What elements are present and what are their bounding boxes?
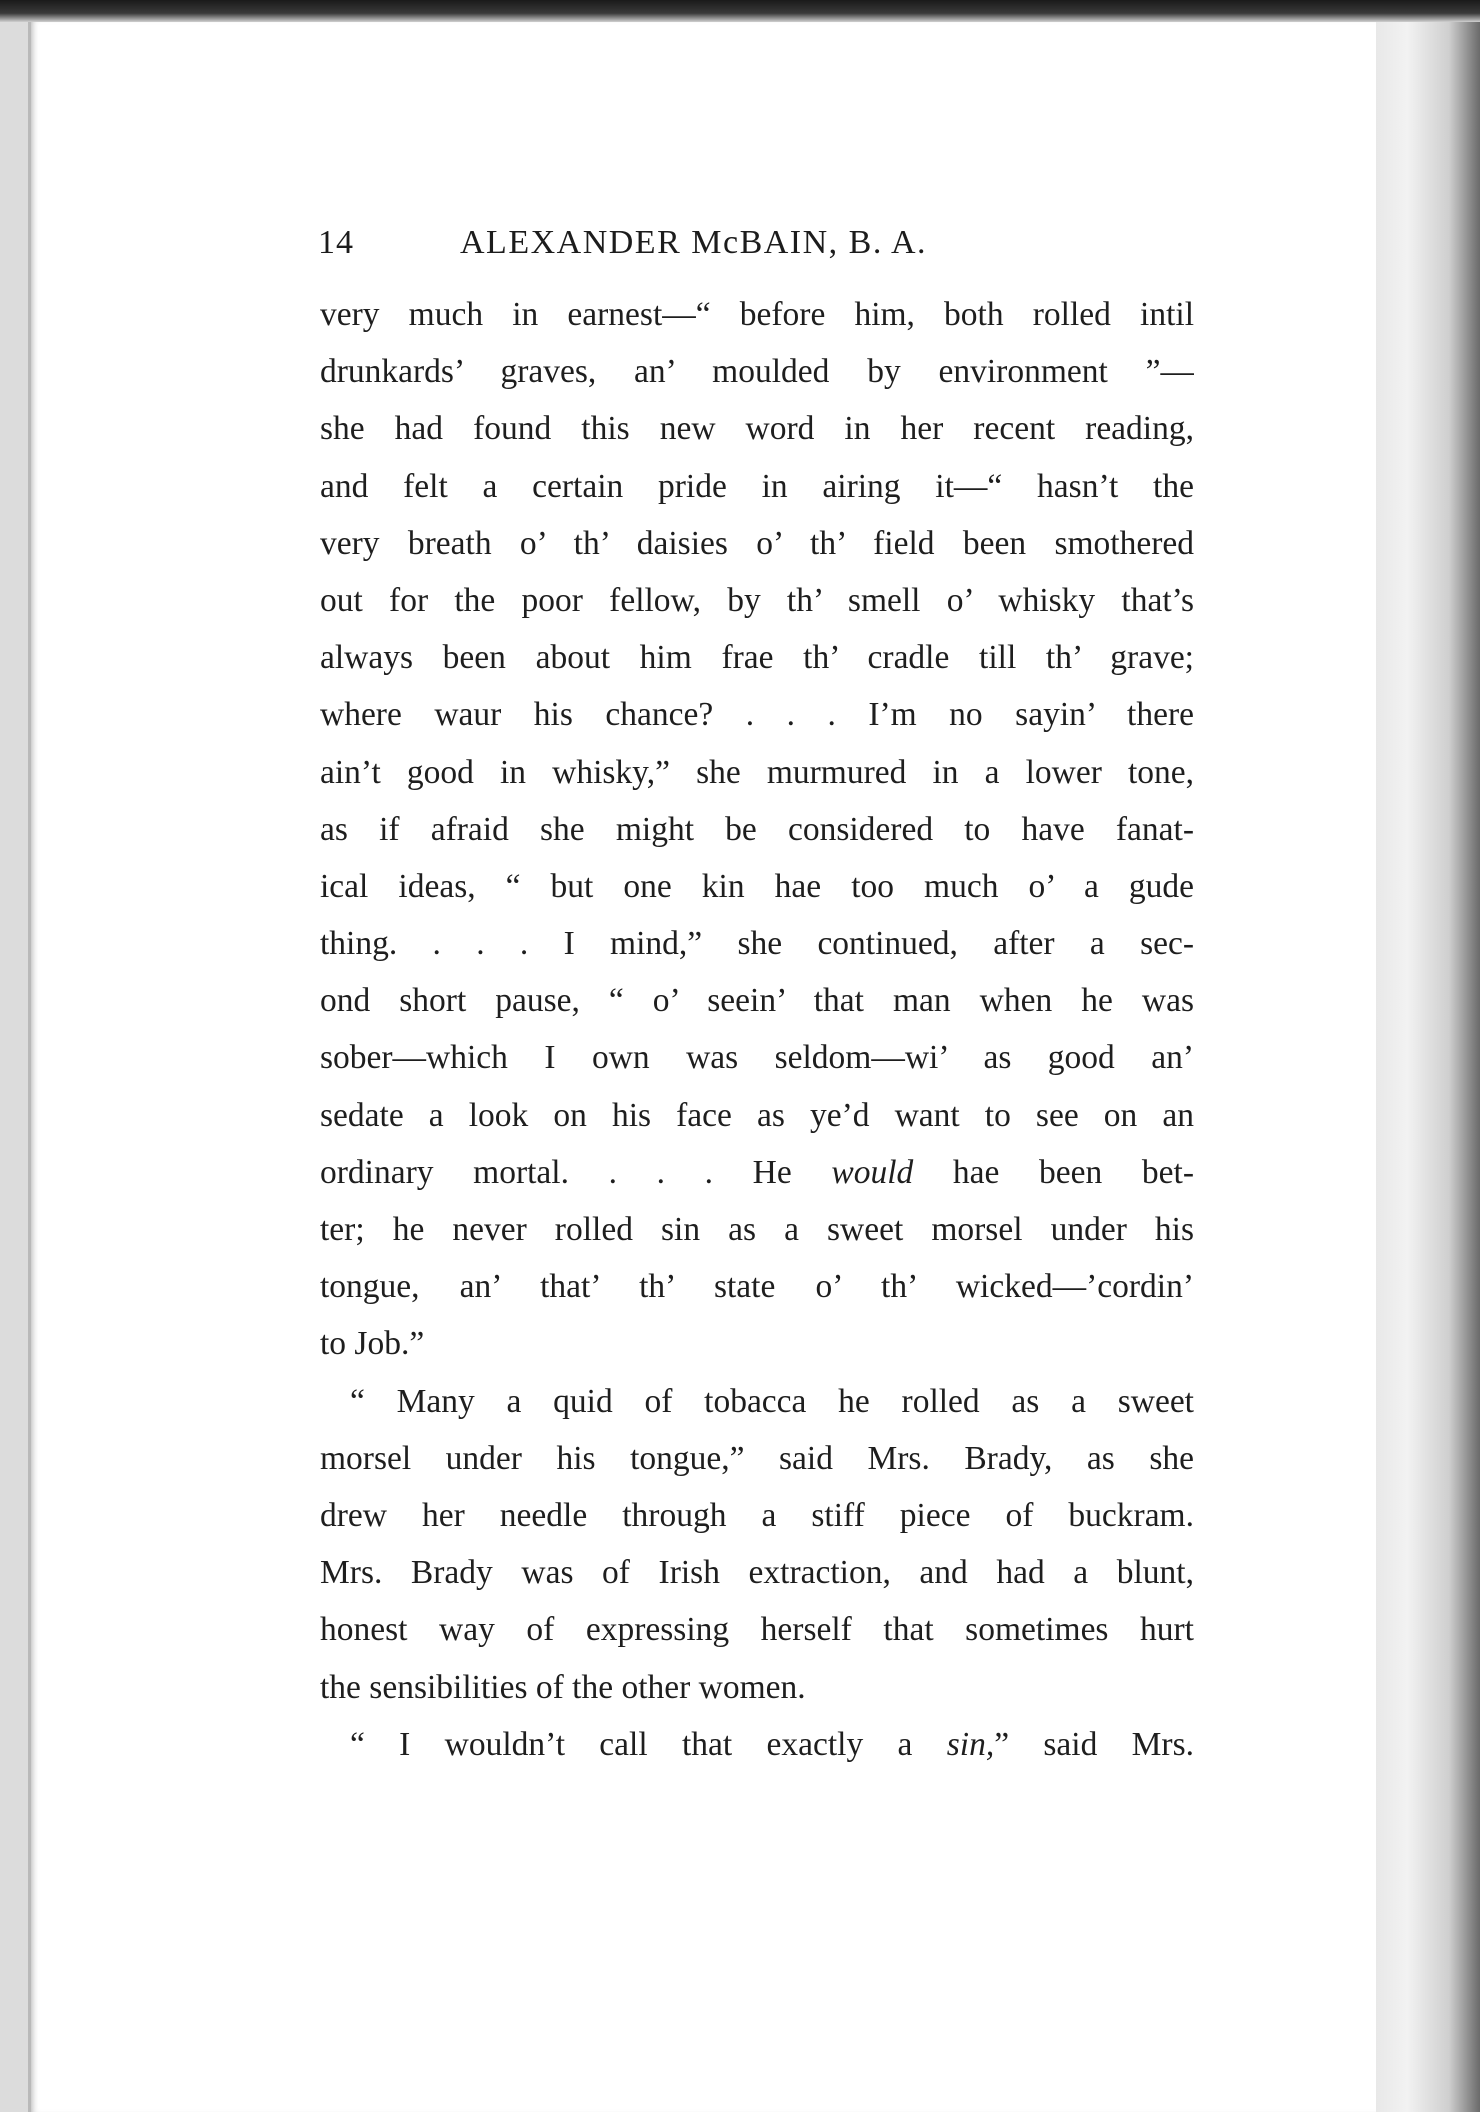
text-line: as if afraid she might be considered to have fanat- (320, 810, 1194, 848)
text-line: morsel under his tongue,” said Mrs. Brady, as she (320, 1439, 1194, 1477)
text-line: drunkards’ graves, an’ moulded by environment ”— (320, 353, 1194, 391)
text-line: where waur his chance? . . . I’m no sayin’ there (320, 696, 1194, 734)
text-line: ical ideas, “ but one kin hae too much o’ a gude (320, 867, 1194, 905)
page-gutter-shadow (1376, 22, 1480, 2112)
text-line: ter; he never rolled sin as a sweet morsel under his (320, 1211, 1194, 1248)
text-line: the sensibilities of the other women. (320, 1668, 806, 1706)
text-line: honest way of expressing herself that sometimes hurt (320, 1611, 1194, 1649)
text-line: tongue, an’ that’ th’ state o’ th’ wicked—’cordin’ (320, 1268, 1194, 1306)
text-line: sedate a look on his face as ye’d want to see on an (320, 1096, 1194, 1134)
text-line: Mrs. Brady was of Irish extraction, and had a blunt, (320, 1554, 1194, 1592)
text-line: drew her needle through a stiff piece of buckram. (320, 1496, 1194, 1534)
scan-top-edge (0, 0, 1480, 22)
page-number: 14 (318, 224, 354, 261)
text-line: sober—which I own was seldom—wi’ as good an’ (320, 1039, 1194, 1077)
running-head-title: ALEXANDER McBAIN, B. A. (460, 224, 928, 261)
text-line: and felt a certain pride in airing it—“ hasn’t the (320, 467, 1194, 505)
text-line: ordinary mortal. . . . He would hae been bet- (320, 1153, 1194, 1191)
text-line: “ Many a quid of tobacca he rolled as a sweet (350, 1382, 1194, 1420)
text-line: out for the poor fellow, by th’ smell o’ whisky that’s (320, 581, 1194, 619)
text-line: very much in earnest—“ before him, both rolled intil (320, 296, 1194, 333)
text-line: ain’t good in whisky,” she murmured in a lower tone, (320, 753, 1194, 791)
text-line: thing. . . . I mind,” she continued, after a sec- (320, 925, 1194, 963)
text-line: to Job.” (320, 1325, 425, 1363)
text-line: very breath o’ th’ daisies o’ th’ field been smothered (320, 524, 1194, 562)
text-line: ond short pause, “ o’ seein’ that man when he was (320, 982, 1194, 1020)
text-line: “ I wouldn’t call that exactly a sin,” said Mrs. (350, 1725, 1194, 1763)
text-line: always been about him frae th’ cradle till th’ grave; (320, 639, 1194, 677)
text-line: she had found this new word in her recent reading, (320, 410, 1194, 448)
running-head (318, 224, 1198, 264)
body-text (320, 286, 1194, 1773)
